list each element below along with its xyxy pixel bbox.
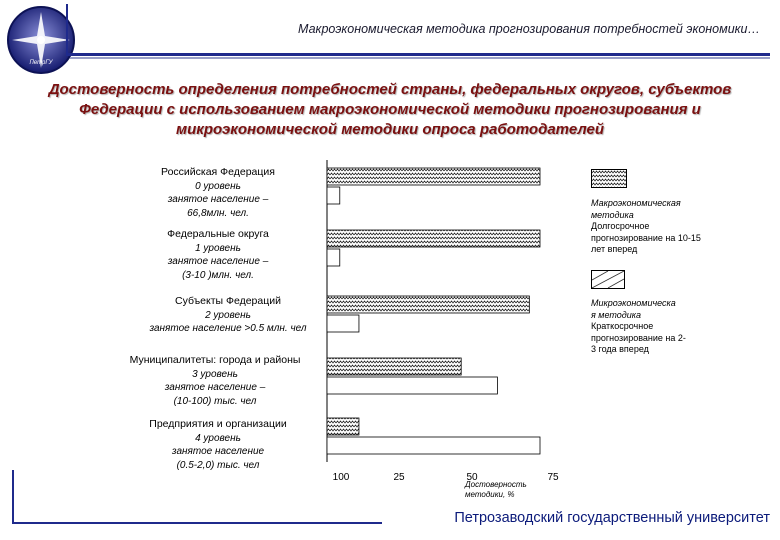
legend-entry-macro <box>591 198 731 256</box>
footer-university-name: Петрозаводский государственный университет <box>454 510 770 526</box>
legend-name: Микроэкономическа <box>591 298 676 308</box>
legend-name: Макроэкономическая <box>591 198 681 208</box>
legend-desc: 3 года вперед <box>591 344 649 354</box>
category-title: Предприятия и организации <box>149 418 287 430</box>
x-axis-label: методики, % <box>465 490 515 499</box>
x-tick-label: 100 <box>332 472 350 483</box>
bar-micro-0 <box>327 187 340 204</box>
footer-divider-vertical <box>12 470 14 524</box>
category-level: 3 уровень <box>192 368 238 380</box>
category-desc: занятое население – <box>167 256 269 267</box>
bar-macro-4 <box>327 418 359 435</box>
slide-title-line-2: Федерации с использованием макроэкономической методики прогнозирования и <box>79 101 701 118</box>
x-tick-label: 25 <box>393 472 405 483</box>
x-tick-label: 75 <box>547 472 559 483</box>
bar-micro-3 <box>327 377 497 394</box>
category-level: 1 уровень <box>195 242 241 254</box>
svg-text:ПетрГУ: ПетрГУ <box>29 60 53 66</box>
bar-macro-1 <box>327 230 540 247</box>
legend-swatch-macro <box>591 169 627 188</box>
header-title: Макроэкономическая методика прогнозирования потребностей экономики… <box>298 22 760 36</box>
bar-micro-1 <box>327 249 340 266</box>
category-desc: занятое население <box>171 446 265 457</box>
category-title: Субъекты Федераций <box>175 295 281 307</box>
category-level: 0 уровень <box>195 180 241 192</box>
category-title: Федеральные округа <box>167 228 269 240</box>
x-axis-label: Достоверность <box>465 480 527 489</box>
category-desc: (0.5-2,0) тыс. чел <box>176 459 260 471</box>
bar-macro-0 <box>327 168 540 185</box>
category-desc: (3-10 )млн. чел. <box>182 269 254 281</box>
legend-entry-micro <box>591 298 731 356</box>
legend-name: методика <box>591 209 634 220</box>
bar-micro-4 <box>327 437 540 454</box>
x-tick-label: 50 <box>466 472 478 483</box>
category-desc: 66,8млн. чел. <box>187 207 249 219</box>
footer-divider <box>12 522 382 524</box>
category-level: 2 уровень <box>205 309 251 321</box>
legend-name: я методика <box>591 309 642 320</box>
legend-desc: лет вперед <box>591 244 638 254</box>
legend-desc: Краткосрочное <box>591 321 654 331</box>
category-desc: занятое население – <box>164 382 266 393</box>
legend-desc: Долгосрочное <box>591 221 650 231</box>
category-desc: занятое население – <box>167 194 269 205</box>
legend-desc: прогнозирование на 10-15 <box>591 232 701 243</box>
slide-title-line-3: микроэкономической методики опроса работодателей <box>175 121 604 138</box>
slide-title-line-1: Достоверность определения потребностей страны, федеральных округов, субъектов <box>48 81 732 98</box>
legend-desc: прогнозирование на 2- <box>591 332 686 343</box>
category-level: 4 уровень <box>195 432 241 444</box>
category-desc: занятое население >0.5 млн. чел <box>149 323 307 334</box>
legend-swatch-micro <box>591 270 625 289</box>
bar-macro-2 <box>327 296 529 313</box>
category-title: Муниципалитеты: города и районы <box>129 354 301 366</box>
category-desc: (10-100) тыс. чел <box>173 395 257 407</box>
category-title: Российская Федерация <box>161 166 275 178</box>
bar-micro-2 <box>327 315 359 332</box>
bar-macro-3 <box>327 358 461 375</box>
